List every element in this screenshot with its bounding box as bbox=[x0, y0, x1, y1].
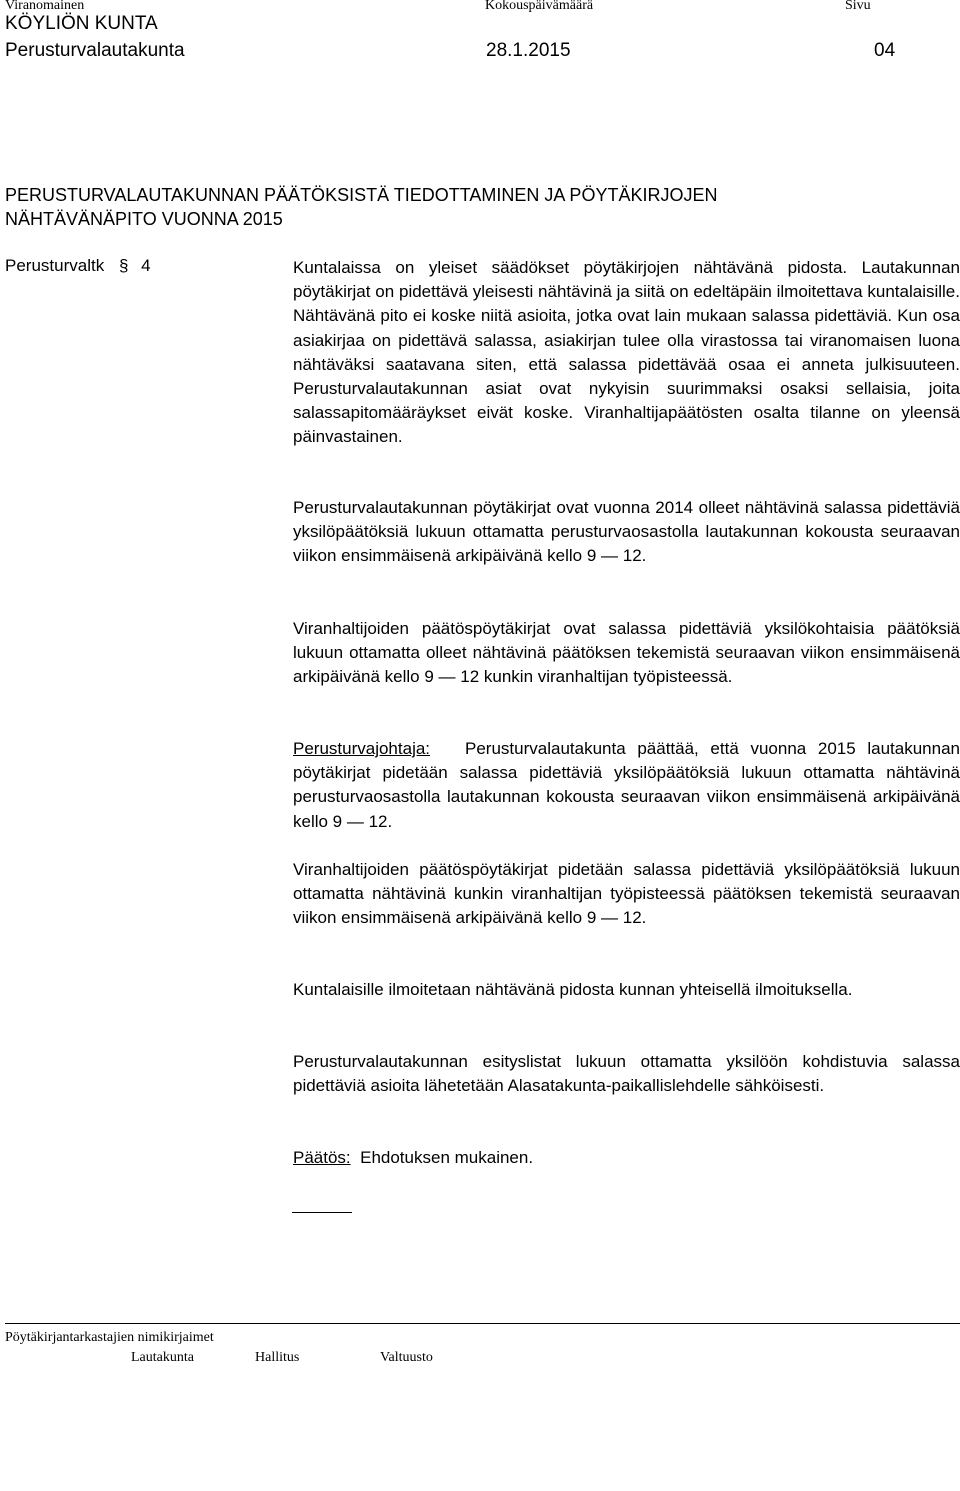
section-label bbox=[5, 254, 151, 278]
header-authority-label: Viranomainen bbox=[5, 0, 85, 13]
decision-text: Ehdotuksen mukainen. bbox=[360, 1148, 534, 1167]
signature-board: Hallitus bbox=[255, 1350, 300, 1365]
section-symbol: § bbox=[118, 256, 129, 275]
signature-council: Valtuusto bbox=[380, 1350, 433, 1365]
paragraph-previous-year: Perusturvalautakunnan pöytäkirjat ovat vuonna 2014 olleet nähtävinä salassa pidettäviä yksilöpäätöksiä lukuun ottamatta perusturvaosastolla lautakunnan kokousta seuraavan viikon ensimmäisenä arkipäivänä kello 9 — 12. bbox=[293, 498, 960, 566]
paragraph-agendas: Perusturvalautakunnan esityslistat lukuun ottamatta yksilöön kohdistuvia salassa pidettäviä asioita lähetetään Alasatakunta-paikallislehdelle sähköisesti. bbox=[293, 1052, 960, 1096]
paragraph-proposal bbox=[293, 737, 960, 834]
signatures-label: Pöytäkirjantarkastajien nimikirjaimet bbox=[5, 1330, 214, 1345]
document-title-line-2: NÄHTÄVÄNÄPITO VUONNA 2015 bbox=[5, 209, 283, 229]
paragraph-announcement: Kuntalaisille ilmoitetaan nähtävänä pidosta kunnan yhteisellä ilmoituksella. bbox=[293, 980, 853, 999]
authority-name: Perusturvalautakunta bbox=[5, 40, 185, 61]
document-title-line-1: PERUSTURVALAUTAKUNNAN PÄÄTÖKSISTÄ TIEDOTTAMINEN JA PÖYTÄKIRJOJEN bbox=[5, 185, 718, 205]
header-page-label: Sivu bbox=[845, 0, 871, 13]
paragraph-decision bbox=[293, 1146, 960, 1170]
section-committee: Perusturvaltk bbox=[5, 256, 105, 275]
proposal-text: Perusturvalautakunta päättää, että vuonna 2015 lautakunnan pöytäkirjat pidetään salassa pidettäviä yksilöpäätöksiä lukuun ottamatta nähtävinä perusturvaosastolla lautakunnan kokousta seuraavan viikon ensimmäisenä arkipäivänä kello 9 — 12. bbox=[293, 739, 960, 831]
paragraph-officials-proposal: Viranhaltijoiden päätöspöytäkirjat pidetään salassa pidettäviä yksilöpäätöksiä lukuun ottamatta nähtävinä kunkin viranhaltijan työpisteessä päätöksen tekemistä seuraavan viikon ensimmäisenä arkipäivänä kello 9 — 12. bbox=[293, 860, 960, 928]
meeting-date: 28.1.2015 bbox=[486, 40, 571, 61]
proposer-label: Perusturvajohtaja: bbox=[293, 739, 431, 758]
paragraph-background: Kuntalaissa on yleiset säädökset pöytäkirjojen nähtävänä pidosta. Lautakunnan pöytäkirjat on pidettävä yleisesti nähtävinä ja siitä on edeltäpäin ilmoitettava kuntalaisille. Nähtävänä pito ei koske niitä asioita, jotka ovat lain mukaan salassa pidettäviä. Kun osa asiakirjaa on pidettävä salassa, asiakirjan tulee olla virastossa tai viranomaisen luona nähtäväksi saatavana siten, että salassa pidettävää osaa ei anneta julkisuuteen. Perusturvalautakunnan asiat ovat nykyisin suurimmaksi osaksi sellaisia, joita salassapitomääräykset eivät koske. Viranhaltijapäätösten osalta tilanne on yleensä päinvastainen. bbox=[293, 258, 960, 447]
section-number: 4 bbox=[141, 256, 151, 275]
municipality-name: KÖYLIÖN KUNTA bbox=[5, 13, 158, 34]
header-date-label: Kokouspäivämäärä bbox=[485, 0, 594, 13]
paragraph-officials-previous: Viranhaltijoiden päätöspöytäkirjat ovat salassa pidettäviä yksilökohtaisia päätöksiä lukuun ottamatta olleet nähtävinä päätöksen tekemistä seuraavan viikon ensimmäisenä arkipäivänä kello 9 — 12 kunkin viranhaltijan työpisteessä. bbox=[293, 619, 960, 687]
decision-label: Päätös: bbox=[293, 1148, 351, 1167]
end-rule bbox=[292, 1212, 352, 1213]
signature-committee: Lautakunta bbox=[131, 1350, 194, 1365]
footer-divider bbox=[5, 1323, 960, 1324]
page-number: 04 bbox=[874, 40, 896, 61]
